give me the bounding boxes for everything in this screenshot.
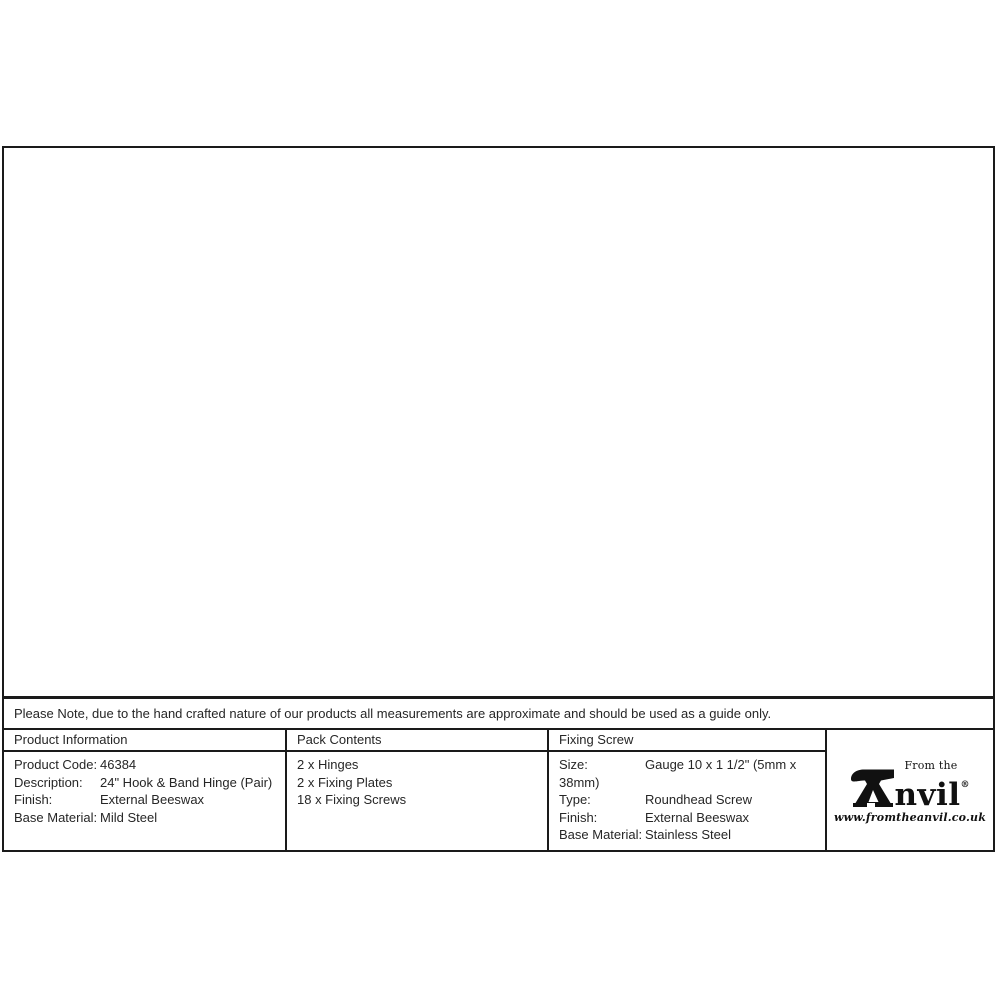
sheet-frame: [2, 146, 995, 852]
spec-row: Finish: External Beeswax: [559, 809, 750, 825]
pack-item: 18 x Fixing Screws: [297, 792, 407, 807]
pack-contents-header: Pack Contents: [287, 730, 547, 750]
spec-row: Finish: External Beeswax: [14, 792, 205, 807]
spec-table: [4, 730, 993, 850]
spec-row: Size: Gauge 10 x 1 1/2" (5mm x 38mm): [559, 757, 797, 790]
pack-contents-body: [287, 752, 547, 850]
fixing-screw-header: Fixing Screw: [549, 730, 825, 750]
product-information-body: [4, 752, 285, 850]
brand-logo: [850, 758, 970, 813]
spec-row: Description: 24" Hook & Band Hinge (Pair): [14, 774, 273, 790]
brand-cell: [827, 730, 993, 850]
brand-website: www.fromtheanvil.co.uk: [833, 810, 987, 824]
anvil-icon: [850, 766, 896, 808]
brand-wordmark: nvil®: [894, 776, 970, 813]
spec-row: Type: Roundhead Screw: [559, 792, 752, 807]
spec-row: Product Code: 46384: [14, 757, 137, 772]
note-text: Please Note, due to the hand crafted nature of our products all measurements are approximate and should be used as a guide only.: [14, 706, 772, 721]
registered-mark: ®: [960, 779, 970, 790]
fixing-screw-body: [549, 752, 825, 850]
spec-row: Base Material: Stainless Steel: [559, 827, 731, 842]
spec-row: Base Material: Mild Steel: [14, 809, 158, 825]
brand-tagline: From the: [904, 758, 958, 772]
measurement-note: [4, 696, 993, 730]
product-information-header: Product Information: [4, 730, 285, 750]
pack-item: 2 x Hinges: [297, 757, 359, 772]
pack-item: 2 x Fixing Plates: [297, 774, 393, 790]
